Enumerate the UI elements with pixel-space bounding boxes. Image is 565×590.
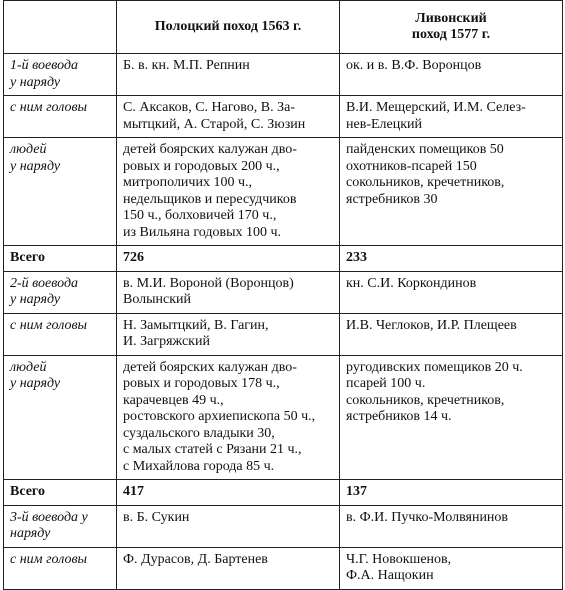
header-empty-cell [4,1,117,54]
table-row [4,246,563,272]
livonian-cell [340,54,563,96]
cell-line: ястребников 30 [346,191,438,207]
cell-line: С. Аксаков, С. Нагово, В. За- [123,100,295,115]
cell-line: у наряду [10,292,61,307]
cell-line: В.И. Мещерский, И.М. Селез- [346,100,526,115]
cell-line: суздальского владыки 30, [123,425,275,441]
cell-line: Всего [10,484,45,499]
cell-line: детей боярских калужан дво- [123,142,297,157]
cell-line: ровых и городовых 200 ч., [123,158,280,174]
cell-line: с Михайлова города 85 ч. [123,458,275,474]
cell-line: сокольников, кречетников, [346,392,505,408]
cell-line: 1-й воевода [10,58,79,73]
header-livonian-campaign: Ливонский поход 1577 г. [340,1,563,54]
header-row [4,1,563,54]
row-label-cell [4,505,117,547]
cell-line: в. Б. Сукин [123,509,190,525]
cell-line: недельщиков и пересудчиков [123,191,297,207]
cell-line: ровых и городовых 178 ч., [123,376,280,391]
cell-line: мытцкий, А. Старой, С. Зюзин [123,116,306,132]
cell-line: Ф.А. Нащокин [346,568,434,583]
livonian-cell [340,271,563,313]
cell-line: с ним головы [10,551,88,567]
cell-line: Всего [10,250,45,265]
table-row [4,271,563,313]
cell-line: охотников-псарей 150 [346,158,477,174]
cell-line: псарей 100 ч. [346,376,426,391]
cell-line: у наряду [10,158,61,174]
polotsk-cell [117,246,340,272]
cell-line: сокольников, кречетников, [346,175,505,190]
cell-line: И. Загряжский [123,334,210,349]
table-row [4,313,563,355]
cell-line: в. Ф.И. Пучко-Молвянинов [346,509,509,525]
cell-line: с малых статей с Рязани 21 ч., [123,442,302,457]
table-row [4,505,563,547]
polotsk-cell [117,547,340,589]
cell-line: наряду [10,526,51,541]
livonian-cell [340,313,563,355]
campaign-table [3,0,563,590]
livonian-cell [340,355,563,480]
livonian-cell [340,96,563,138]
polotsk-cell [117,96,340,138]
row-label-cell [4,313,117,355]
table-row [4,480,563,506]
cell-line: ругодивских помещиков 20 ч. [346,359,523,375]
livonian-cell [340,246,563,272]
row-label-cell [4,480,117,506]
table-row [4,355,563,480]
row-label-cell [4,547,117,589]
header-polotsk-campaign: Полоцкий поход 1563 г. [117,1,340,54]
polotsk-cell [117,480,340,506]
cell-line: И.В. Чеглоков, И.Р. Плещеев [346,317,517,333]
cell-line: пайденских помещиков 50 [346,142,504,157]
cell-line: людей [10,142,47,157]
polotsk-cell [117,313,340,355]
cell-line: Н. Замытцкий, В. Гагин, [123,317,269,333]
row-label-cell [4,246,117,272]
cell-line: людей [10,359,47,375]
cell-line: ок. и в. В.Ф. Воронцов [346,58,482,73]
livonian-cell [340,138,563,246]
cell-line: 3-й воевода у [10,509,88,525]
table-row [4,54,563,96]
cell-line: Ч.Г. Новокшенов, [346,551,452,567]
livonian-cell [340,505,563,547]
cell-line: в. М.И. Вороной (Воронцов) [123,275,294,291]
cell-line: у наряду [10,376,61,391]
cell-line: у наряду [10,74,61,90]
row-label-cell [4,96,117,138]
polotsk-cell [117,271,340,313]
cell-line: детей боярских калужан дво- [123,359,297,375]
cell-line: нев-Елецкий [346,116,423,132]
cell-line: 2-й воевода [10,275,79,291]
livonian-cell [340,480,563,506]
table-row [4,547,563,589]
cell-line: 233 [346,250,367,265]
cell-line: Б. в. кн. М.П. Репнин [123,58,250,73]
cell-line: ростовского архиепископа 50 ч., [123,409,316,424]
polotsk-cell [117,54,340,96]
polotsk-cell [117,355,340,480]
cell-line: ястребников 14 ч. [346,409,452,424]
cell-line: Ф. Дурасов, Д. Бартенев [123,551,268,567]
row-label-cell [4,271,117,313]
table-row [4,138,563,246]
row-label-cell [4,355,117,480]
table-row [4,96,563,138]
polotsk-cell [117,138,340,246]
row-label-cell [4,54,117,96]
cell-line: митрополичих 100 ч., [123,175,253,190]
livonian-cell [340,547,563,589]
cell-line: с ним головы [10,100,88,115]
cell-line: 417 [123,484,144,499]
cell-line: карачевцев 49 ч., [123,392,224,408]
polotsk-cell [117,505,340,547]
cell-line: Волынский [123,292,192,307]
row-label-cell [4,138,117,246]
cell-line: 137 [346,484,367,499]
cell-line: с ним головы [10,317,88,333]
cell-line: 150 ч., болховичей 170 ч., [123,208,277,223]
table-body [4,1,563,590]
cell-line: из Вильяна годовых 100 ч. [123,224,282,240]
cell-line: кн. С.И. Коркондинов [346,275,477,291]
cell-line: 726 [123,250,144,265]
